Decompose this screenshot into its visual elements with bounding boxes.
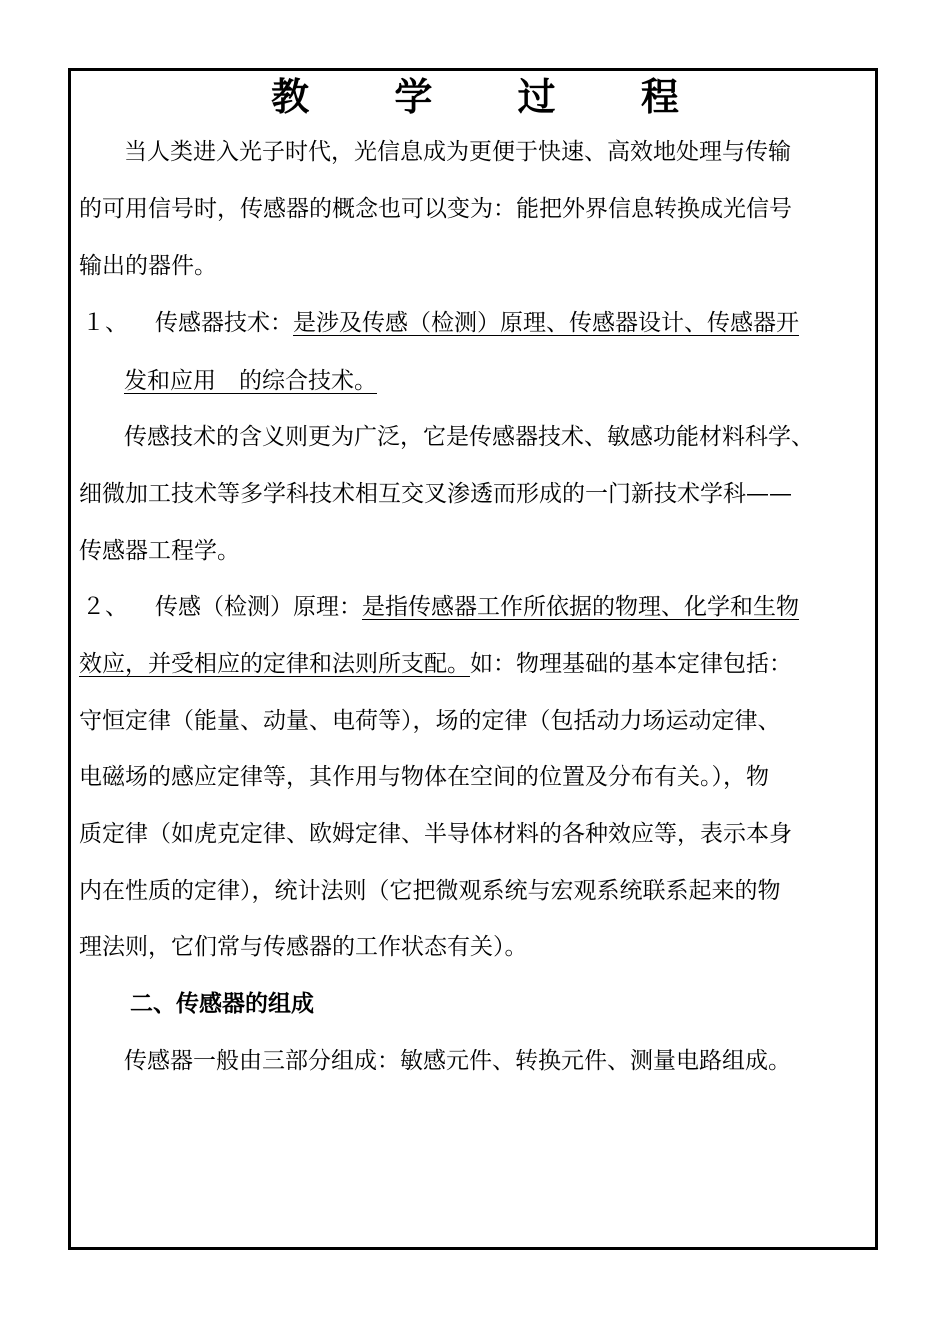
paragraph-2-line-1: 传感技术的含义则更为广泛，它是传感器技术、敏感功能材料科学、 — [124, 424, 814, 450]
item-1-definition-part-1: 是涉及传感（检测）原理、传感器设计、传感器开 — [293, 310, 799, 336]
section-2-body: 传感器一般由三部分组成：敏感元件、转换元件、测量电路组成。 — [124, 1048, 791, 1074]
item-2-definition-part-1: 是指传感器工作所依据的物理、化学和生物 — [362, 594, 799, 620]
item-2-line-4: 电磁场的感应定律等，其作用与物体在空间的位置及分布有关。），物 — [79, 764, 769, 790]
paragraph-2-line-3: 传感器工程学。 — [79, 538, 240, 564]
item-2-line-5: 质定律（如虎克定律、欧姆定律、半导体材料的各种效应等，表示本身 — [79, 821, 792, 847]
paragraph-2-line-2: 细微加工技术等多学科技术相互交叉渗透而形成的一门新技术学科—— — [79, 481, 792, 507]
paragraph-1-line-1: 当人类进入光子时代，光信息成为更便于快速、高效地处理与传输 — [124, 139, 791, 165]
section-2-heading: 二、传感器的组成 — [130, 990, 314, 1017]
item-2-term: 传感（检测）原理： — [155, 594, 362, 620]
item-2-definition-part-2: 效应，并受相应的定律和法则所支配。 — [79, 651, 470, 677]
item-2-line-2-rest: 如：物理基础的基本定律包括： — [470, 651, 792, 677]
item-1-line-1 — [155, 308, 799, 338]
item-1-number: １、 — [82, 310, 128, 336]
item-2-number: ２、 — [82, 594, 128, 620]
item-1-definition-part-2: 发和应用 的综合技术。 — [124, 368, 377, 394]
item-2-line-6: 内在性质的定律），统计法则（它把微观系统与宏观系统联系起来的物 — [79, 878, 781, 904]
item-2-line-7: 理法则，它们常与传感器的工作状态有关）。 — [79, 934, 528, 960]
item-1-term: 传感器技术： — [155, 310, 293, 336]
page-title: 教 学 过 程 — [271, 74, 715, 119]
item-2-line-2 — [79, 649, 792, 679]
item-2-line-1 — [155, 592, 799, 622]
paragraph-1-line-3: 输出的器件。 — [79, 253, 217, 279]
item-2-line-3: 守恒定律（能量、动量、电荷等），场的定律（包括动力场运动定律、 — [79, 708, 781, 734]
paragraph-1-line-2: 的可用信号时，传感器的概念也可以变为：能把外界信息转换成光信号 — [79, 196, 792, 222]
